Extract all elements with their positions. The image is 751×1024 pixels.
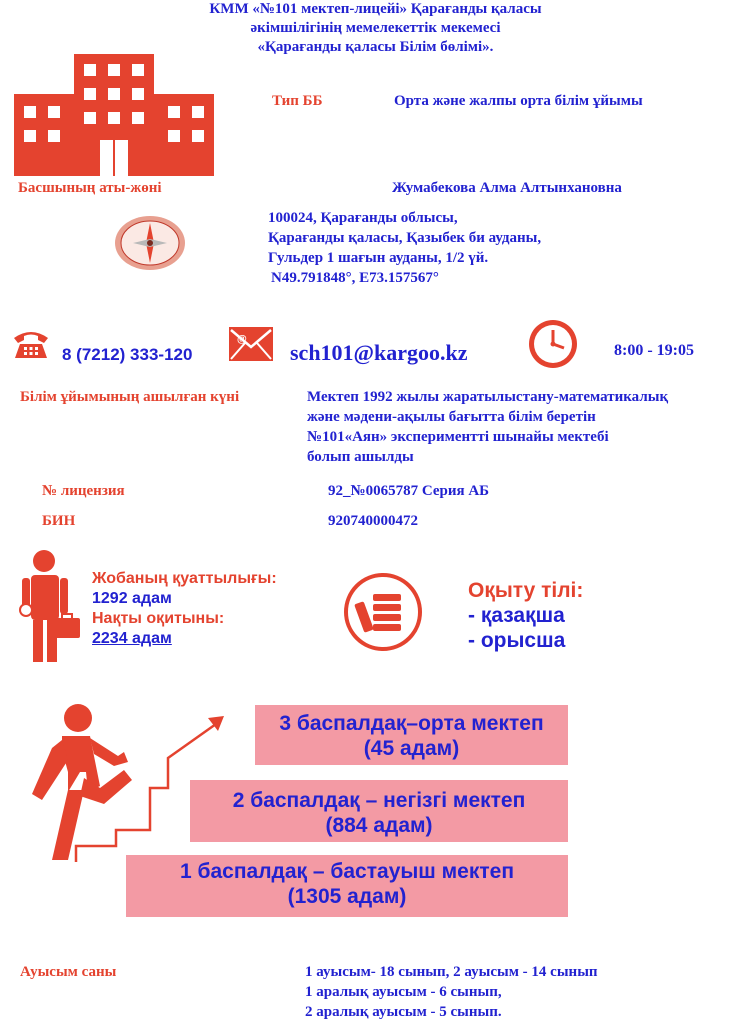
- step-3-title: 3 баспалдақ–орта мектеп: [279, 712, 544, 735]
- license-label: № лицензия: [42, 483, 125, 499]
- bin-value: 920740000472: [328, 513, 418, 529]
- header-line-1: КММ «№101 мектеп-лицейі» Қарағанды қаласы: [209, 1, 542, 17]
- founded-label: Білім ұйымының ашылған күні: [20, 389, 240, 405]
- capacity-label: Жобаның қуаттылығы:: [92, 570, 277, 587]
- step-1-count: (1305 адам): [287, 885, 407, 908]
- compass-icon: [113, 214, 187, 272]
- header-line-2: әкімшілігінің мемелекеттік мекемесі: [250, 20, 501, 36]
- phone-icon: [12, 328, 50, 360]
- director-value: Жумабекова Алма Алтынхановна: [392, 180, 622, 196]
- bin-label: БИН: [42, 513, 76, 529]
- capacity-block: [92, 569, 277, 649]
- step-3-secondary-school: [255, 705, 568, 765]
- org-type-label: Тип ББ: [272, 93, 323, 109]
- shifts-line-2: 1 аралық ауысым - 6 сынып,: [305, 984, 502, 1000]
- step-2-title: 2 баспалдақ – негізгі мектеп: [232, 789, 526, 812]
- language-title: Оқыту тілі:: [468, 579, 584, 602]
- email-icon: [228, 326, 274, 362]
- shifts-line-3: 2 аралық ауысым - 5 сынып.: [305, 1004, 502, 1020]
- director-label: Басшының аты-жөні: [18, 180, 162, 196]
- address-line-2: Қарағанды қаласы, Қазыбек би ауданы,: [268, 230, 542, 246]
- student-with-briefcase-icon: [14, 548, 84, 664]
- language-block: [468, 578, 583, 653]
- founded-text: [307, 387, 668, 467]
- working-hours: 8:00 - 19:05: [614, 342, 694, 359]
- svg-text:@: @: [237, 334, 247, 345]
- header-line-3: «Қарағанды қаласы Білім бөлімі».: [257, 39, 494, 55]
- shifts-line-1: 1 ауысым- 18 сынып, 2 ауысым - 14 сынып: [305, 964, 598, 980]
- clock-icon: [527, 318, 579, 370]
- books-icon: [343, 572, 423, 652]
- address-coordinates: N49.791848°, E73.157567°: [271, 270, 439, 286]
- address: [268, 208, 541, 288]
- founded-line-4: болып ашылды: [307, 449, 414, 465]
- license-value: 92_№0065787 Серия АБ: [328, 483, 490, 499]
- step-3-count: (45 адам): [363, 737, 460, 760]
- school-building-icon: [14, 54, 214, 176]
- language-russian: - орысша: [468, 629, 566, 652]
- org-type-value: Орта және жалпы орта білім ұйымы: [394, 93, 643, 109]
- address-line-1: 100024, Қарағанды облысы,: [268, 210, 458, 226]
- header: [0, 0, 751, 57]
- founded-line-1: Мектеп 1992 жылы жаратылыстану-математикалық: [307, 389, 669, 405]
- founded-line-3: №101«Аян» экспериментті шынайы мектебі: [307, 429, 609, 445]
- founded-line-2: және мәдени-ақылы бағытта білім беретін: [307, 409, 596, 425]
- phone-number[interactable]: 8 (7212) 333-120: [62, 345, 193, 364]
- capacity-value: 1292 адам: [92, 590, 172, 607]
- shifts-text: [305, 962, 598, 1022]
- actual-students-value: 2234 адам: [92, 630, 172, 647]
- address-line-3: Гульдер 1 шағын ауданы, 1/2 үй.: [268, 250, 489, 266]
- step-1-title: 1 баспалдақ – бастауыш мектеп: [179, 860, 515, 883]
- step-2-basic-school: [190, 780, 568, 842]
- step-2-count: (884 адам): [325, 814, 433, 837]
- email-address[interactable]: sch101@kargoo.kz: [290, 340, 468, 365]
- shifts-label: Ауысым саны: [20, 964, 117, 980]
- step-1-primary-school: [126, 855, 568, 917]
- actual-students-label: Нақты оқитыны:: [92, 610, 225, 627]
- language-kazakh: - қазақша: [468, 604, 565, 627]
